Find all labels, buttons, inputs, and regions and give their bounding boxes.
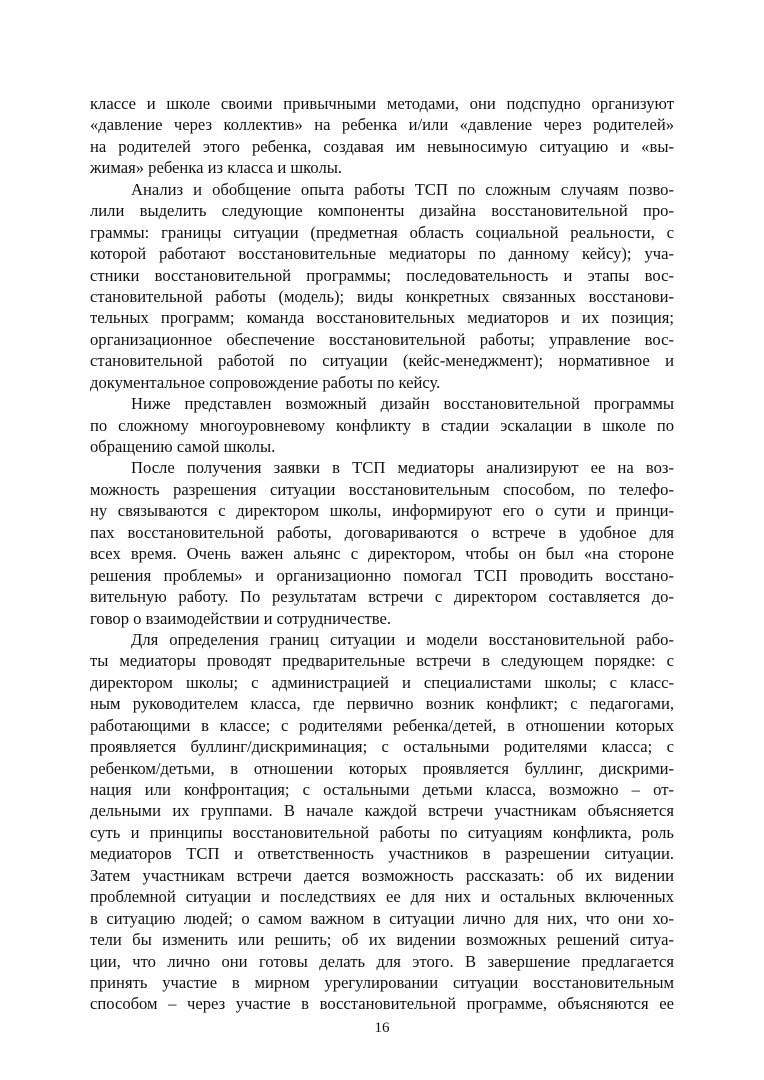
text-line: пах восстановительной работы, договариваются о встрече в удобное для bbox=[90, 522, 674, 542]
text-line: ным руководителем класса, где первично возник конфликт; с педагогами, bbox=[90, 694, 674, 714]
text-line: Для определения границ ситуации и модели восстановительной рабо- bbox=[131, 629, 674, 649]
text-line: проявляется буллинг/дискриминация; с остальными родителями класса; с bbox=[90, 737, 674, 757]
text-line: суть и принципы восстановительной работы по ситуациям конфликта, роль bbox=[90, 822, 674, 842]
text-line: вительную работу. По результатам встречи с директором составляется до- bbox=[90, 587, 674, 607]
text-line: становительной работой по ситуации (кейс-менеджмент); нормативное и bbox=[90, 351, 674, 371]
text-line: всех время. Очень важен альянс с директором, чтобы он был «на стороне bbox=[90, 544, 674, 564]
text-line: работающими в классе; с родителями ребенка/детей, в отношении которых bbox=[90, 715, 674, 735]
text-line: Ниже представлен возможный дизайн восстановительной программы bbox=[131, 394, 674, 414]
body-text bbox=[90, 93, 674, 1015]
text-line: можность разрешения ситуации восстановительным способом, по телефо- bbox=[90, 479, 674, 499]
text-line: решения проблемы» и организационно помогал ТСП проводить восстано- bbox=[90, 565, 674, 585]
paragraph-2 bbox=[90, 179, 674, 393]
text-line: граммы: границы ситуации (предметная область социальной реальности, с bbox=[90, 222, 674, 242]
text-line: принять участие в мирном урегулировании ситуации восстановительным bbox=[90, 972, 674, 992]
text-line: дельными их группами. В начале каждой встречи участникам объясняется bbox=[90, 801, 674, 821]
text-line: в ситуацию людей; о самом важном в ситуации лично для них, что они хо- bbox=[90, 908, 674, 928]
text-line: документальное сопровождение работы по кейсу. bbox=[90, 372, 441, 392]
text-line: ну связываются с директором школы, информируют его о сути и принци- bbox=[90, 501, 674, 521]
text-line: Затем участникам встречи дается возможность рассказать: об их видении bbox=[90, 865, 674, 885]
text-line: способом – через участие в восстановительной программе, объясняются ее bbox=[90, 994, 674, 1014]
text-line: После получения заявки в ТСП медиаторы анализируют ее на воз- bbox=[131, 458, 674, 478]
text-line: медиаторов ТСП и ответственность участников в разрешении ситуации. bbox=[90, 844, 674, 864]
text-line: классе и школе своими привычными методами, они подспудно организуют bbox=[90, 94, 674, 113]
text-line: ты медиаторы проводят предварительные встречи в следующем порядке: с bbox=[90, 651, 674, 671]
page-number: 16 bbox=[374, 1020, 390, 1036]
text-line: лили выделить следующие компоненты дизайна восстановительной про- bbox=[90, 201, 674, 221]
text-line: на родителей этого ребенка, создавая им невыносимую ситуацию и «вы- bbox=[90, 136, 674, 156]
text-line: «давление через коллектив» на ребенка и/или «давление через родителей» bbox=[90, 115, 674, 135]
text-line: организационное обеспечение восстановительной работы; управление вос- bbox=[90, 329, 674, 349]
paragraph-5 bbox=[90, 629, 674, 1015]
text-line: становительной работы (модель); виды конкретных связанных восстанови- bbox=[90, 286, 674, 306]
text-line: проблемной ситуации и последствиях ее для них и остальных включенных bbox=[90, 887, 674, 907]
text-line: нация или конфронтация; с остальными детьми класса, возможно – от- bbox=[90, 780, 674, 799]
text-line: ции, что лично они готовы делать для этого. В завершение предлагается bbox=[90, 951, 674, 971]
paragraph-4 bbox=[90, 457, 674, 629]
text-line: по сложному многоуровневому конфликту в стадии эскалации в школе по bbox=[90, 415, 674, 435]
text-line: директором школы; с администрацией и специалистами школы; с класс- bbox=[90, 672, 674, 692]
text-line: говор о взаимодействии и сотрудничестве. bbox=[90, 608, 392, 628]
text-line: жимая» ребенка из класса и школы. bbox=[90, 158, 343, 178]
text-line: тельных программ; команда восстановительных медиаторов и их позиция; bbox=[90, 308, 674, 328]
text-line: тели бы изменить или решить; об их видении возможных решений ситуа- bbox=[90, 930, 674, 950]
text-line: стники восстановительной программы; последовательность и этапы вос- bbox=[90, 265, 674, 285]
text-line: обращению самой школы. bbox=[90, 437, 276, 456]
paragraph-1 bbox=[90, 93, 674, 179]
paragraph-3 bbox=[90, 393, 674, 457]
text-line: Анализ и обобщение опыта работы ТСП по сложным случаям позво- bbox=[131, 179, 674, 199]
text-line: которой работают восстановительные медиаторы по данному кейсу); уча- bbox=[90, 244, 674, 264]
text-line: ребенком/детьми, в отношении которых проявляется буллинг, дискрими- bbox=[90, 758, 674, 778]
